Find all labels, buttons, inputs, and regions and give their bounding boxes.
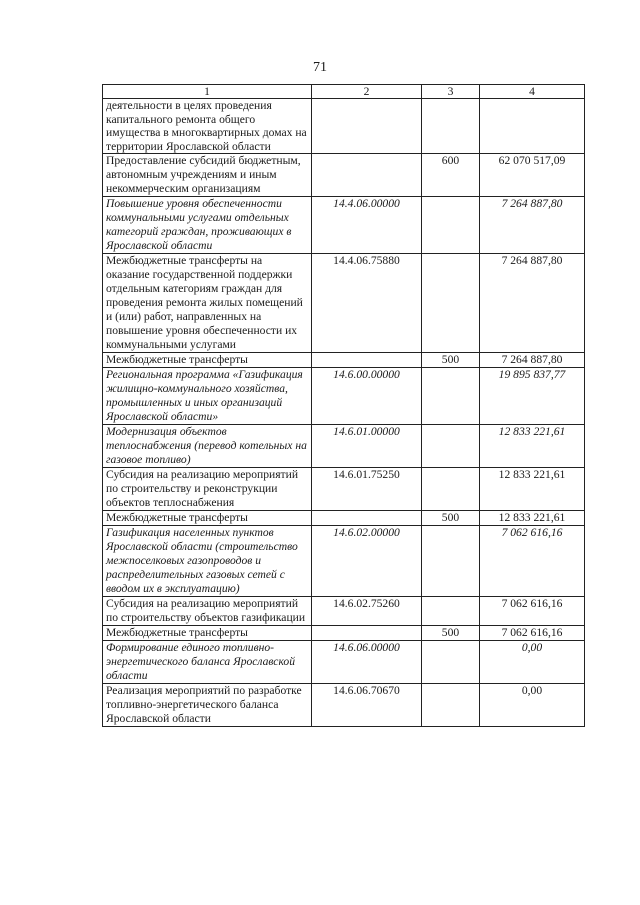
row-code: 14.6.01.00000 <box>312 425 422 468</box>
row-expense-type <box>422 368 480 425</box>
row-name: Межбюджетные трансферты на оказание государственной поддержки отдельным категориям граждан для проведения ремонта жилых помещений и (или) работ, направленных на повышение уровня обеспеченности их коммунальными услугами <box>103 254 312 353</box>
row-amount: 12 833 221,61 <box>480 468 585 511</box>
row-code: 14.6.06.00000 <box>312 641 422 684</box>
row-expense-type: 500 <box>422 353 480 368</box>
table-row <box>103 425 585 468</box>
row-expense-type <box>422 526 480 597</box>
table-row <box>103 511 585 526</box>
row-amount: 7 062 616,16 <box>480 526 585 597</box>
table-row <box>103 526 585 597</box>
row-expense-type <box>422 425 480 468</box>
row-amount: 19 895 837,77 <box>480 368 585 425</box>
row-expense-type <box>422 684 480 727</box>
row-amount: 7 062 616,16 <box>480 597 585 626</box>
row-code: 14.4.06.00000 <box>312 197 422 254</box>
table-row <box>103 597 585 626</box>
row-expense-type <box>422 254 480 353</box>
row-amount: 12 833 221,61 <box>480 511 585 526</box>
table-row <box>103 353 585 368</box>
row-name: Субсидия на реализацию мероприятий по строительству объектов газификации <box>103 597 312 626</box>
row-name: Региональная программа «Газификация жилищно-коммунального хозяйства, промышленных и иных организаций Ярославской области» <box>103 368 312 425</box>
row-amount: 7 062 616,16 <box>480 626 585 641</box>
row-code: 14.6.02.00000 <box>312 526 422 597</box>
row-amount: 12 833 221,61 <box>480 425 585 468</box>
table-row <box>103 197 585 254</box>
table-row <box>103 468 585 511</box>
table-row <box>103 684 585 727</box>
row-amount: 0,00 <box>480 684 585 727</box>
row-code <box>312 626 422 641</box>
row-code <box>312 353 422 368</box>
row-amount: 7 264 887,80 <box>480 254 585 353</box>
row-code: 14.6.02.75260 <box>312 597 422 626</box>
row-code <box>312 154 422 197</box>
table-row <box>103 254 585 353</box>
row-name: Модернизация объектов теплоснабжения (перевод котельных на газовое топливо) <box>103 425 312 468</box>
row-expense-type <box>422 468 480 511</box>
row-name: Реализация мероприятий по разработке топливно-энергетического баланса Ярославской области <box>103 684 312 727</box>
table-row <box>103 368 585 425</box>
table-row <box>103 641 585 684</box>
row-code: 14.4.06.75880 <box>312 254 422 353</box>
page-number: 71 <box>313 60 327 75</box>
row-expense-type: 500 <box>422 511 480 526</box>
row-amount: 0,00 <box>480 641 585 684</box>
header-col-4: 4 <box>480 85 585 99</box>
table-row <box>103 99 585 154</box>
row-expense-type: 500 <box>422 626 480 641</box>
row-name: Формирование единого топливно-энергетического баланса Ярославской области <box>103 641 312 684</box>
row-name: Межбюджетные трансферты <box>103 626 312 641</box>
header-col-2: 2 <box>312 85 422 99</box>
row-amount <box>480 99 585 154</box>
row-name: деятельности в целях проведения капитального ремонта общего имущества в многоквартирных домах на территории Ярославской области <box>103 99 312 154</box>
row-name: Предоставление субсидий бюджетным, автономным учреждениям и иным некоммерческим организациям <box>103 154 312 197</box>
row-name: Повышение уровня обеспеченности коммунальными услугами отдельных категорий граждан, проживающих в Ярославской области <box>103 197 312 254</box>
row-code <box>312 99 422 154</box>
row-expense-type <box>422 99 480 154</box>
row-name: Субсидия на реализацию мероприятий по строительству и реконструкции объектов теплоснабжения <box>103 468 312 511</box>
table-row <box>103 154 585 197</box>
row-code: 14.6.00.00000 <box>312 368 422 425</box>
row-code: 14.6.01.75250 <box>312 468 422 511</box>
row-expense-type: 600 <box>422 154 480 197</box>
header-col-3: 3 <box>422 85 480 99</box>
row-amount: 7 264 887,80 <box>480 353 585 368</box>
row-code <box>312 511 422 526</box>
row-code: 14.6.06.70670 <box>312 684 422 727</box>
row-name: Газификация населенных пунктов Ярославской области (строительство межпоселковых газопроводов и распределительных газовых сетей с вводом их в эксплуатацию) <box>103 526 312 597</box>
row-expense-type <box>422 197 480 254</box>
budget-table <box>102 84 585 727</box>
row-expense-type <box>422 641 480 684</box>
row-amount: 7 264 887,80 <box>480 197 585 254</box>
row-expense-type <box>422 597 480 626</box>
table-row <box>103 626 585 641</box>
table-header-row <box>103 85 585 99</box>
row-name: Межбюджетные трансферты <box>103 353 312 368</box>
header-col-1: 1 <box>103 85 312 99</box>
row-amount: 62 070 517,09 <box>480 154 585 197</box>
row-name: Межбюджетные трансферты <box>103 511 312 526</box>
